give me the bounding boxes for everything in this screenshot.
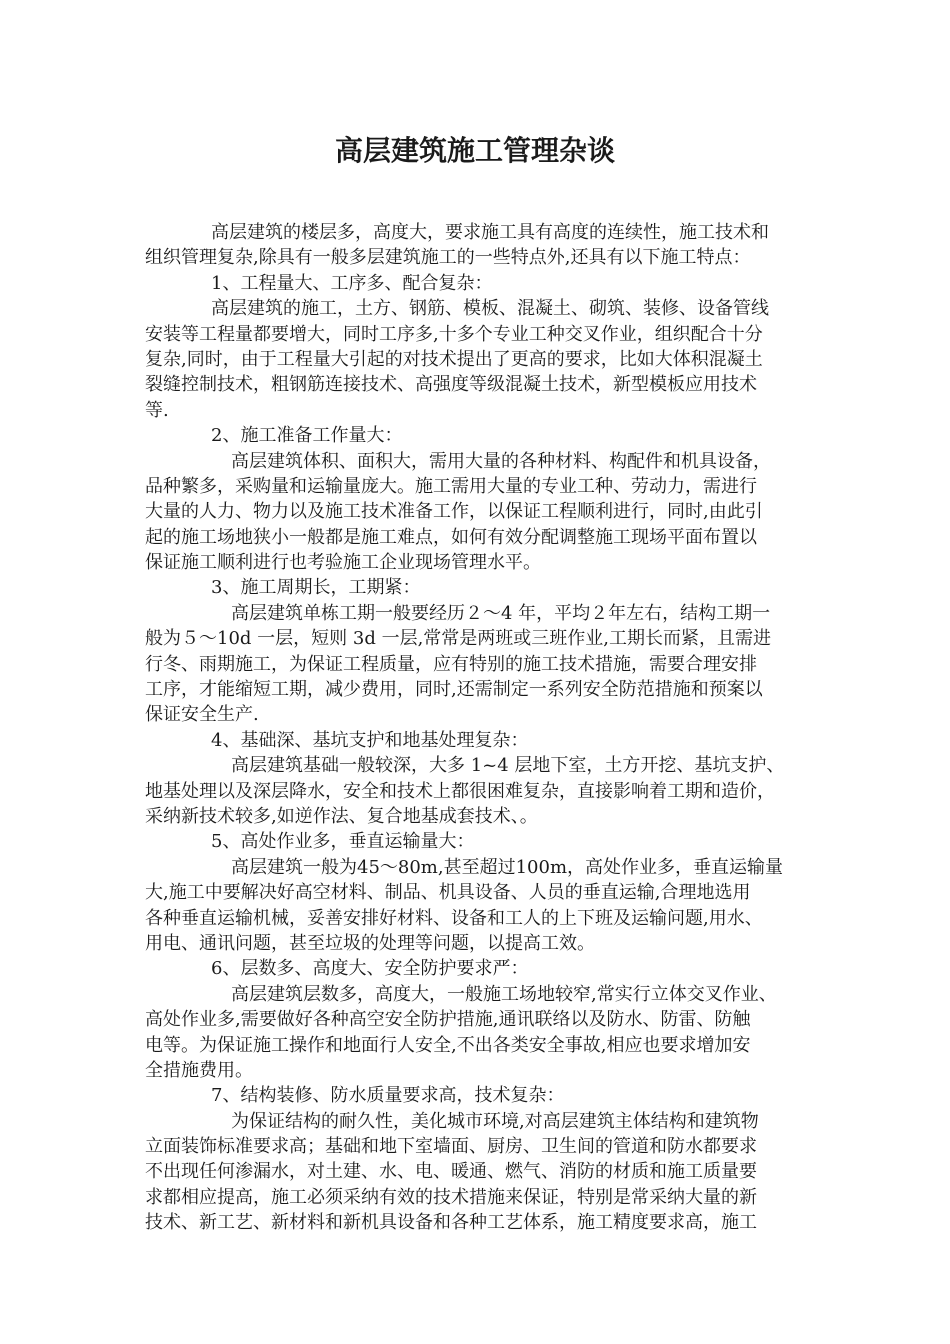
text-line: 品种繁多，采购量和运输量庞大。施工需用大量的专业工种、劳动力，需进行 <box>145 475 757 497</box>
text-line: 大,施工中要解决好高空材料、制品、机具设备、人员的垂直运输,合理地选用 <box>145 882 751 904</box>
text-line: 般为５～10d 一层，短则 3d 一层,常常是两班或三班作业,工期长而紧，且需进 <box>145 628 772 650</box>
text-line: 1、工程量大、工序多、配合复杂： <box>211 272 493 294</box>
text-line: 为保证结构的耐久性，美化城市环境,对高层建筑主体结构和建筑物 <box>231 1110 759 1132</box>
text-line: 技术、新工艺、新材料和新机具设备和各种工艺体系，施工精度要求高，施工 <box>145 1212 757 1234</box>
text-line: 全措施费用。 <box>145 1059 253 1081</box>
text-line: 6、层数多、高度大、安全防护要求严： <box>211 958 529 980</box>
text-line: 高处作业多,需要做好各种高空安全防护措施,通讯联络以及防水、防雷、防触 <box>145 1009 751 1031</box>
text-line: 求都相应提高，施工必须采纳有效的技术措施来保证，特别是常采纳大量的新 <box>145 1186 757 1208</box>
text-line: 立面装饰标准要求高；基础和地下室墙面、厨房、卫生间的管道和防水都要求 <box>145 1136 757 1158</box>
text-line: 高层建筑一般为45～80m,甚至超过100m，高处作业多，垂直运输量 <box>231 856 784 878</box>
text-line: 起的施工场地狭小一般都是施工难点，如何有效分配调整施工现场平面布置以 <box>145 526 757 548</box>
text-line: 采纳新技术较多,如逆作法、复合地基成套技术、。 <box>145 805 538 827</box>
text-line: 高层建筑层数多，高度大，一般施工场地较窄,常实行立体交叉作业、 <box>231 983 777 1005</box>
text-line: 保证施工顺利进行也考验施工企业现场管理水平。 <box>145 552 541 574</box>
text-line: 地基处理以及深层降水，安全和技术上都很困难复杂，直接影响着工期和造价， <box>145 780 775 802</box>
text-line: 电等。为保证施工操作和地面行人安全,不出各类安全事故,相应也要求增加安 <box>145 1034 751 1056</box>
text-line: 复杂,同时，由于工程量大引起的对技术提出了更高的要求，比如大体积混凝土 <box>145 348 763 370</box>
text-line: 高层建筑的施工，土方、钢筋、模板、混凝土、砌筑、装修、设备管线 <box>211 298 769 320</box>
text-line: 不出现任何渗漏水，对土建、水、电、暖通、燃气、消防的材质和施工质量要 <box>145 1161 757 1183</box>
text-line: 裂缝控制技术，粗钢筋连接技术、高强度等级混凝土技术，新型模板应用技术 <box>145 374 757 396</box>
text-line: 等. <box>145 399 169 421</box>
text-line: 高层建筑单栋工期一般要经历２～4 年，平均２年左右，结构工期一 <box>231 602 771 624</box>
text-line: 行冬、雨期施工，为保证工程质量，应有特别的施工技术措施，需要合理安排 <box>145 653 757 675</box>
text-line: 4、基础深、基坑支护和地基处理复杂： <box>211 729 529 751</box>
text-line: 高层建筑体积、面积大，需用大量的各种材料、构配件和机具设备， <box>231 450 771 472</box>
text-line: 3、施工周期长，工期紧： <box>211 577 421 599</box>
text-line: 工序，才能缩短工期，减少费用，同时,还需制定一系列安全防范措施和预案以 <box>145 679 763 701</box>
text-line: 用电、通讯问题，甚至垃圾的处理等问题，以提高工效。 <box>145 932 595 954</box>
text-line: 5、高处作业多，垂直运输量大： <box>211 831 475 853</box>
text-line: 大量的人力、物力以及施工技术准备工作，以保证工程顺利进行，同时,由此引 <box>145 501 763 523</box>
text-line: 高层建筑的楼层多，高度大，要求施工具有高度的连续性，施工技术和 <box>211 222 769 243</box>
text-line: 各种垂直运输机械，妥善安排好材料、设备和工人的上下班及运输问题,用水、 <box>145 907 763 929</box>
text-line: 2、施工准备工作量大： <box>211 425 403 447</box>
text-line: 7、结构装修、防水质量要求高，技术复杂： <box>211 1085 565 1107</box>
text-line: 组织管理复杂,除具有一般多层建筑施工的一些特点外,还具有以下施工特点： <box>145 247 751 269</box>
text-line: 高层建筑基础一般较深，大多 1~4 层地下室，土方开挖、基坑支护、 <box>231 755 785 777</box>
document-title: 高层建筑施工管理杂谈 <box>334 134 615 167</box>
text-line: 保证安全生产. <box>145 704 259 726</box>
text-line: 安装等工程量都要增大，同时工序多,十多个专业工种交叉作业，组织配合十分 <box>145 323 763 345</box>
document-body <box>145 220 805 1236</box>
